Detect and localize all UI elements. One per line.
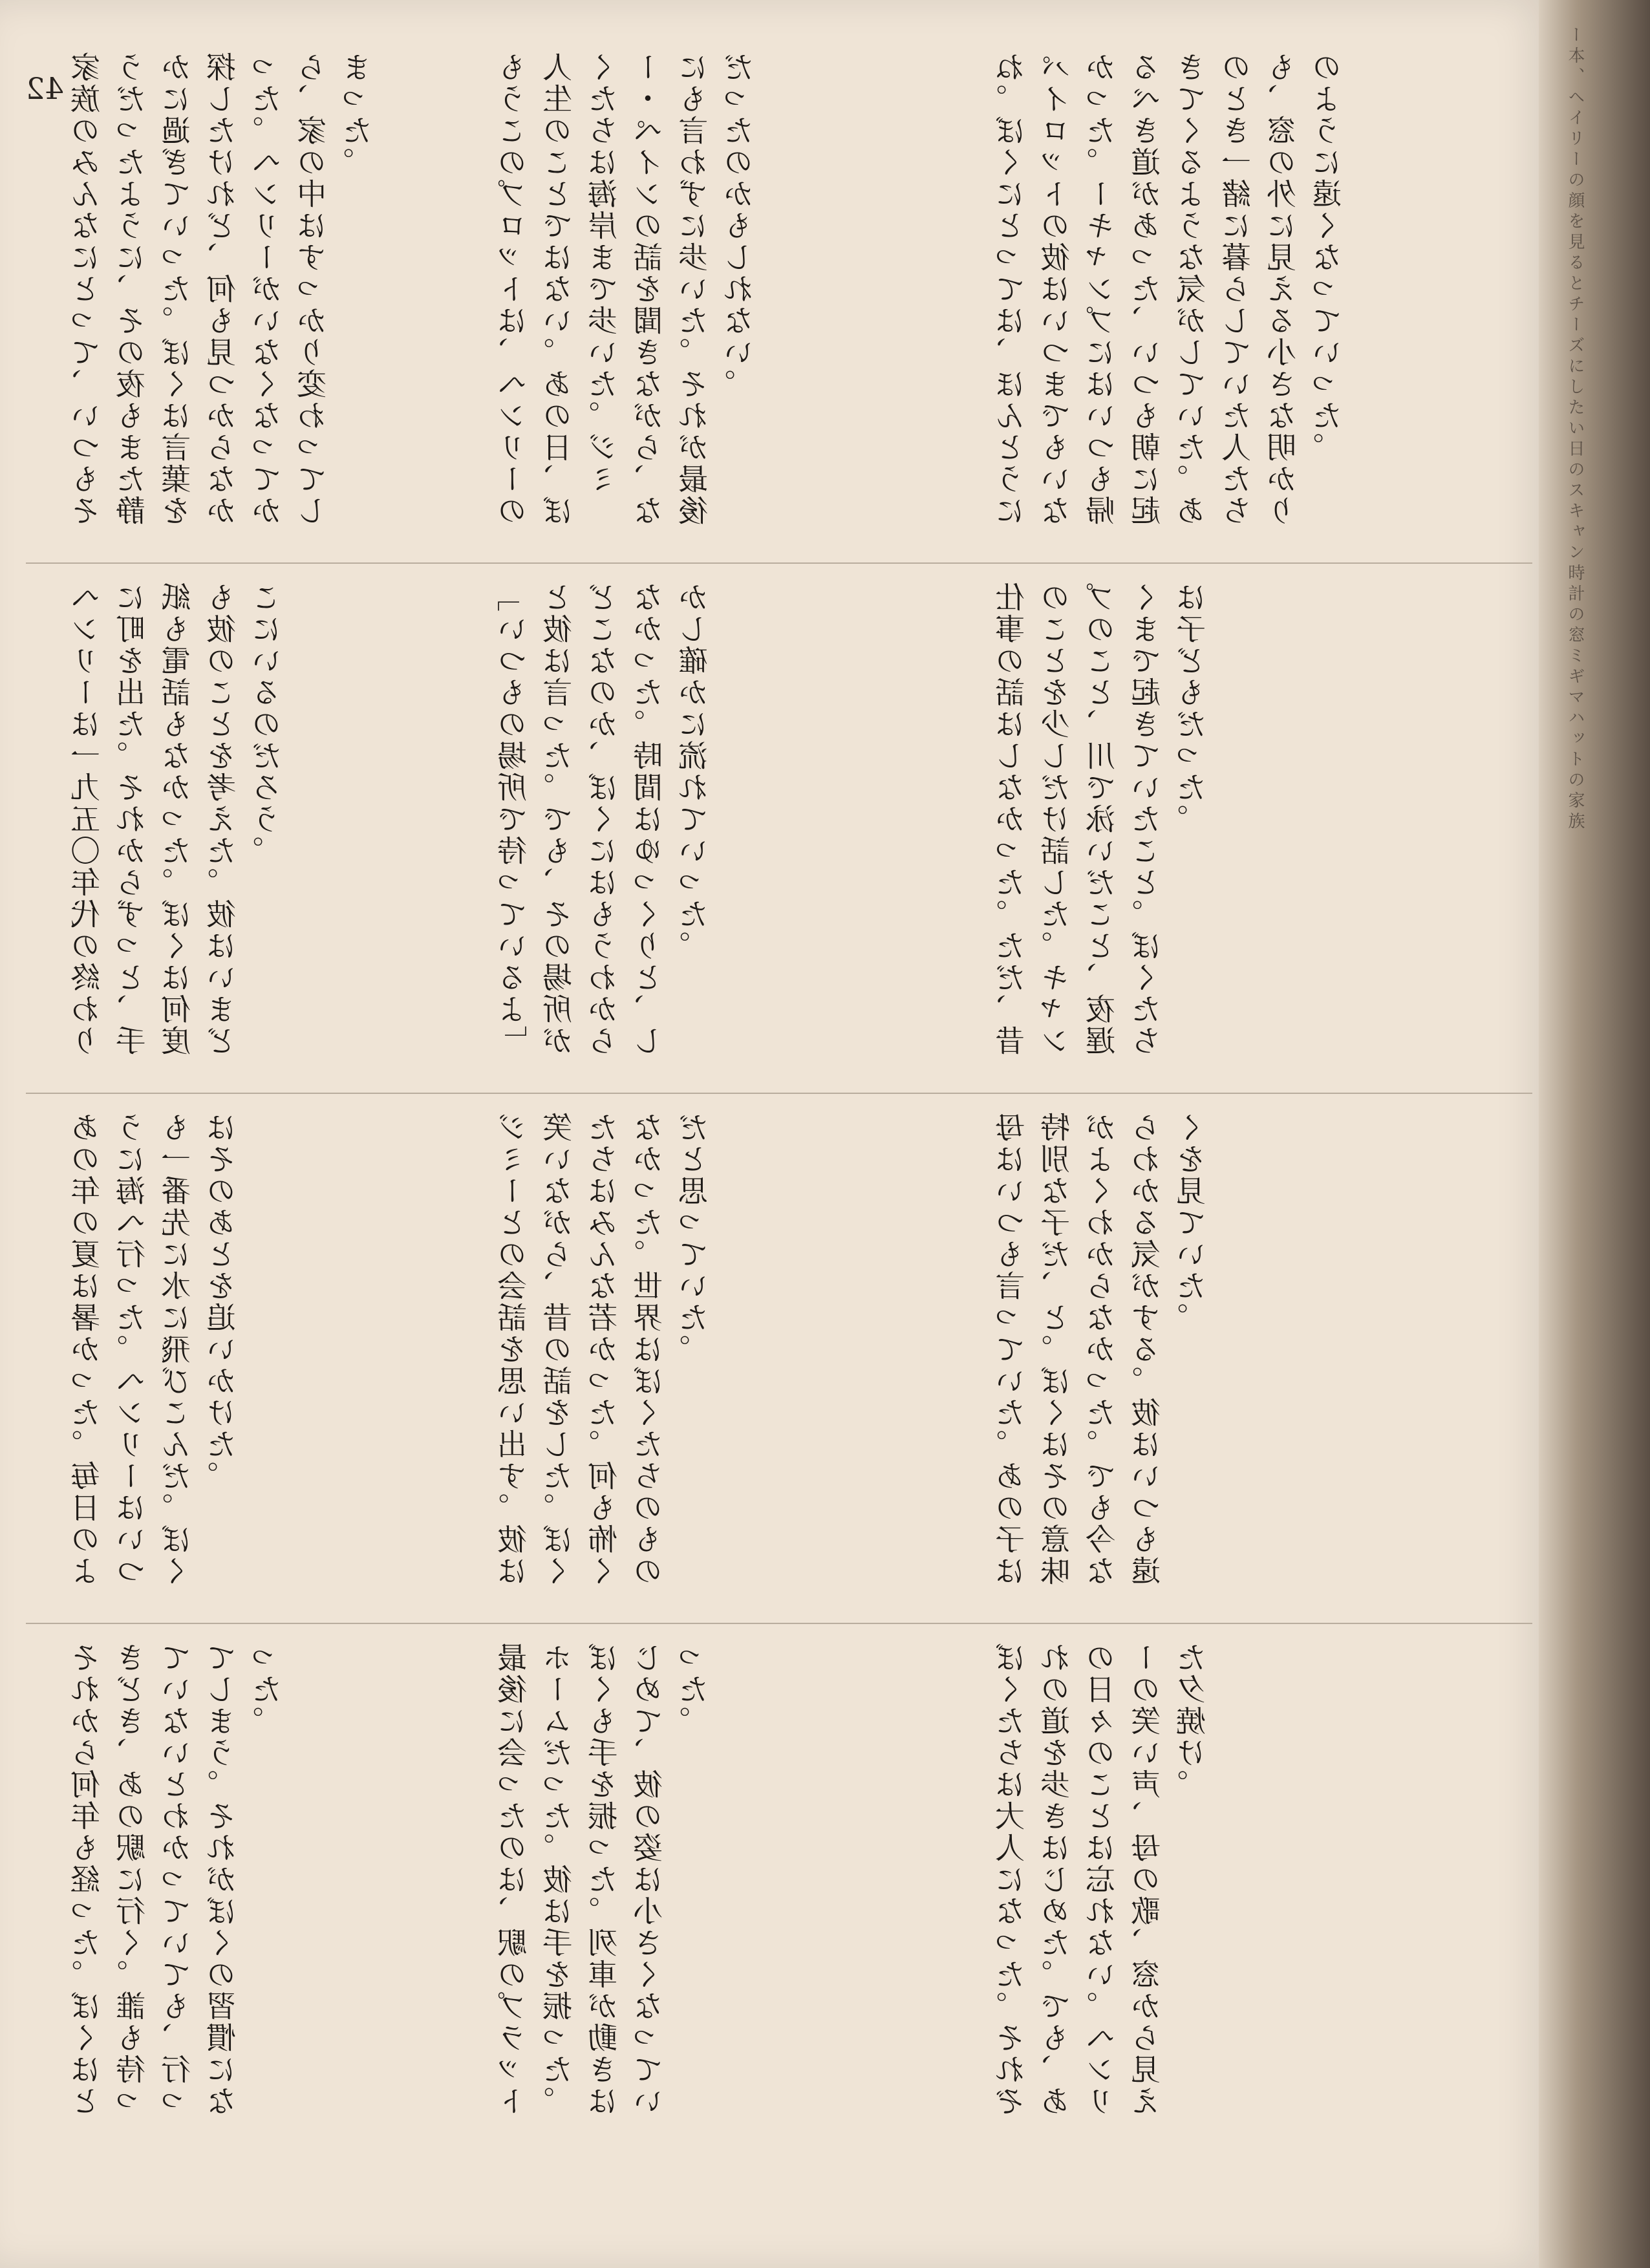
column-text: ヘンリーは一九五〇年代の終わりに町を出た。それからずっと、手紙も電話もなかった。ぼくは何度も彼のことを考えた。彼はいまどこにいるのだろう。 bbox=[70, 582, 286, 1057]
tier-divider bbox=[26, 562, 1532, 564]
facing-page-bleed-text: ー本、ヘイリーの顔を見るとチーズにしたい日のスキャン時計の窓ミギマハットの家族 bbox=[1565, 26, 1585, 833]
column-text: 仕事の話はしなかった。ただ、昔のことを少しだけ話した。キャンプのこと、川で泳いだこと、夜遅くまで起きていたこと。ぼくたちは子どもだった。 bbox=[994, 582, 1210, 1057]
text-column bbox=[989, 1112, 1500, 1603]
column-text: あの年の夏は暑かった。毎日のように海へ行った。ヘンリーはいつも一番先に水に飛びこんだ。ぼくはそのあとを追いかけた。 bbox=[70, 1112, 241, 1587]
column-text: それから何年も経った。ぼくはときどき、あの駅に行く。誰も待っていないとわかっていても、行ってしまう。それがぼくの習慣になった。 bbox=[70, 1642, 286, 2117]
text-column bbox=[989, 1642, 1500, 2134]
text-column bbox=[491, 52, 970, 543]
column-text: 最後に会ったのは、駅のプラットホームだった。彼は手を振った。ぼくも手を振った。列車が動きはじめて、彼の姿は小さくなっていった。 bbox=[497, 1642, 712, 2117]
page-number: 42 bbox=[26, 71, 64, 106]
column-text: 「いつもの場所で待っているよ」と彼は言った。でも、その場所がどこなのか、ぼくにはもうわからなかった。時間はゆっくりと、しかし確かに流れていった。 bbox=[497, 582, 712, 1057]
text-column bbox=[989, 582, 1500, 1073]
text-column bbox=[65, 1112, 472, 1603]
text-column bbox=[491, 1112, 970, 1603]
column-text: ぼくたちは大人になった。それぞれの道を歩きはじめた。でも、あの日々のことは忘れない。ヘンリーの笑い声、母の歌、窓から見えた夕焼け。 bbox=[994, 1642, 1210, 2117]
tier-divider bbox=[26, 1093, 1532, 1094]
column-text: 母はいつも言っていた。あの子は特別な子だ、と。ぼくはその意味がよくわからなかった。でも今ならわかる気がする。彼はいつも遠くを見ていた。 bbox=[994, 1112, 1210, 1587]
column-text: ね。ぼくにとっては、ほんとうにパイロットの彼はいつまでもいなかった。ーキャンプにはいつも帰るべき道があった、いつも朝に起きてくるような気がしていた。あのとき一緒に暮らしていた人たちも、窓の外に見える小さな明かりのように遠くなっていった。 bbox=[994, 52, 1346, 527]
text-column bbox=[65, 1642, 472, 2134]
tier-divider bbox=[26, 1623, 1532, 1624]
column-text: もうこのプロットは、ヘンリーの人生のことではない。あの日、ぼくたちは海岸まで歩いた。ジミー・ペインの話を聞きながら、なにも言わずに歩いた。それが最後だったのかもしれない。 bbox=[497, 52, 758, 527]
text-column bbox=[491, 1642, 970, 2134]
text-column bbox=[65, 52, 472, 543]
column-text: ジミーとの会話を思い出す。彼は笑いながら、昔の話をした。ぼくたちはみんな若かった。何も怖くなかった。世界はぼくたちのものだと思っていた。 bbox=[497, 1112, 712, 1587]
text-column bbox=[65, 582, 472, 1073]
text-column bbox=[989, 52, 1500, 543]
text-column bbox=[491, 582, 970, 1073]
column-text: 家族のみんなにとって、いつもそうだったように、その夜もまた静かに過ぎていった。ぼくは言葉を探したけれど、何も見つからなかった。ヘンリーがいなくなってから、家の中はすっかり変わってしまった。 bbox=[70, 52, 376, 527]
